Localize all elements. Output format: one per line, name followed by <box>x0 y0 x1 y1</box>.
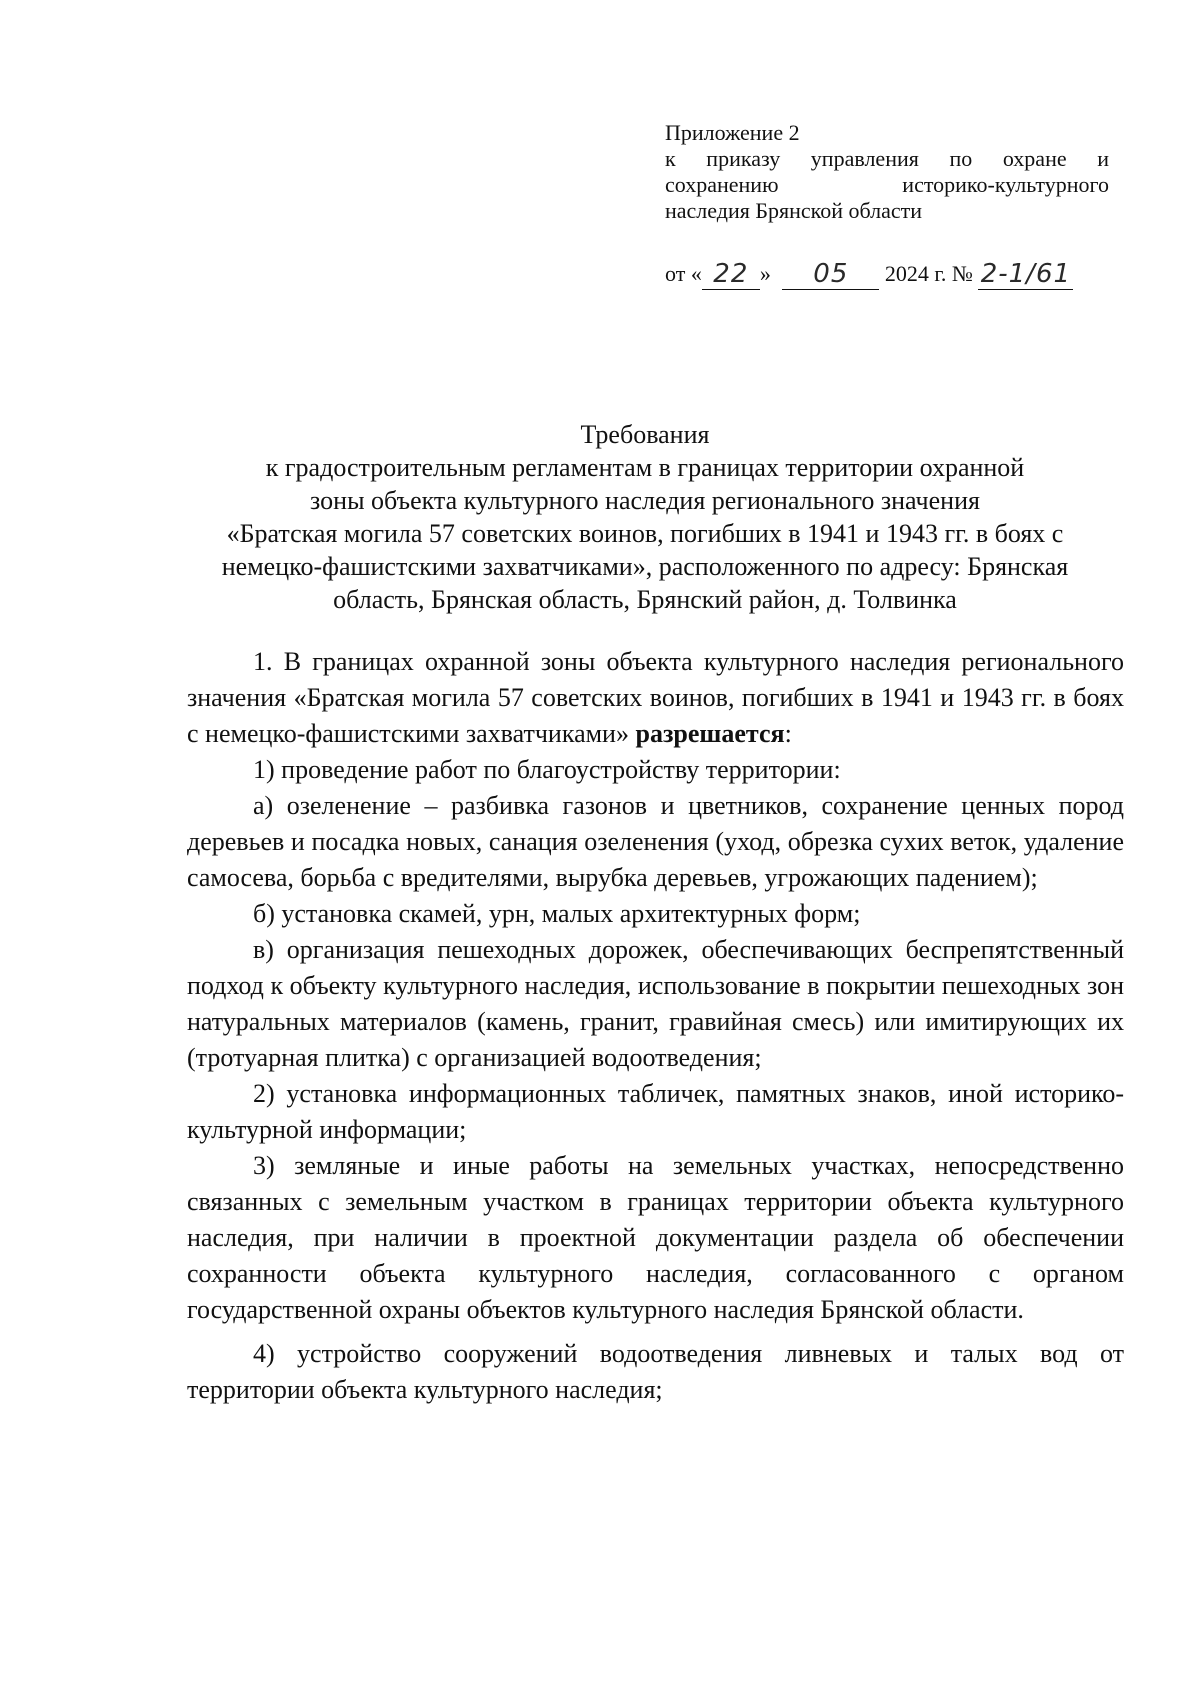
date-prefix: от « <box>665 261 702 286</box>
paragraph-subitem: в) организация пешеходных дорожек, обеспечивающих беспрепятственный подход к объекту культурного наследия, использование в покрытии пешеходных зон натуральных материалов (камень, гранит, гравийная смесь) или имитирующих их (тротуарная плитка) с организацией водоотведения; <box>187 935 1124 1072</box>
paragraph-item: 2) установка информационных табличек, памятных знаков, иной историко-культурной информации; <box>187 1079 1124 1144</box>
paragraph-subitem: б) установка скамей, урн, малых архитектурных форм; <box>253 899 861 928</box>
paragraph-punct: : <box>784 719 792 748</box>
paragraph-subitem: а) озеленение – разбивка газонов и цветников, сохранение ценных пород деревьев и посадка новых, санация озеленения (уход, обрезка сухих веток, удаление самосева, борьба с вредителями, вырубка деревьев, угрожающих падением); <box>187 791 1124 892</box>
appendix-line: к приказу управления по охране и <box>665 146 1109 171</box>
appendix-title: Приложение 2 <box>665 120 800 145</box>
appendix-header <box>665 120 1109 224</box>
handwritten-day: 22 <box>702 259 760 290</box>
document-body <box>187 644 1124 1408</box>
title-line: «Братская могила 57 советских воинов, погибших в 1941 и 1943 гг. в боях с <box>226 519 1064 548</box>
paragraph-item: 3) земляные и иные работы на земельных участках, непосредственно связанных с земельным участком в границах территории объекта культурного наследия, при наличии в проектной документации раздела об обеспечении сохранности объекта культурного наследия, согласованного с органом государственной охраны объектов культурного наследия Брянской области. <box>187 1151 1124 1324</box>
paragraph-1 <box>187 644 1124 752</box>
title-line: зоны объекта культурного наследия регионального значения <box>310 486 980 515</box>
date-quote-close: » <box>759 261 771 286</box>
title-line: немецко-фашистскими захватчиками», расположенного по адресу: Брянская <box>221 552 1069 581</box>
document-title <box>180 418 1110 616</box>
date-year-number-label: 2024 г. № <box>884 261 973 286</box>
paragraph-item: 1) проведение работ по благоустройству территории: <box>253 755 841 784</box>
paragraph-bold-term: разрешается <box>635 719 785 748</box>
paragraph-item: 4) устройство сооружений водоотведения ливневых и талых вод от территории объекта культурного наследия; <box>187 1339 1124 1404</box>
appendix-line: наследия Брянской области <box>665 198 923 223</box>
title-line: область, Брянская область, Брянский район, д. Толвинка <box>333 585 957 614</box>
handwritten-month: 05 <box>782 259 879 290</box>
handwritten-order-number: 2-1/61 <box>978 259 1073 290</box>
appendix-line: сохранению историко-культурного <box>665 172 1109 197</box>
title-heading: Требования <box>580 420 710 449</box>
paragraph-text: 1. В границах охранной зоны объекта культурного наследия регионального значения «Братская могила 57 советских воинов, погибших в 1941 и 1943 гг. в боях с немецко-фашистскими захватчиками» <box>187 647 1124 748</box>
title-line: к градостроительным регламентам в границах территории охранной <box>265 453 1025 482</box>
order-date-line <box>665 258 1145 298</box>
